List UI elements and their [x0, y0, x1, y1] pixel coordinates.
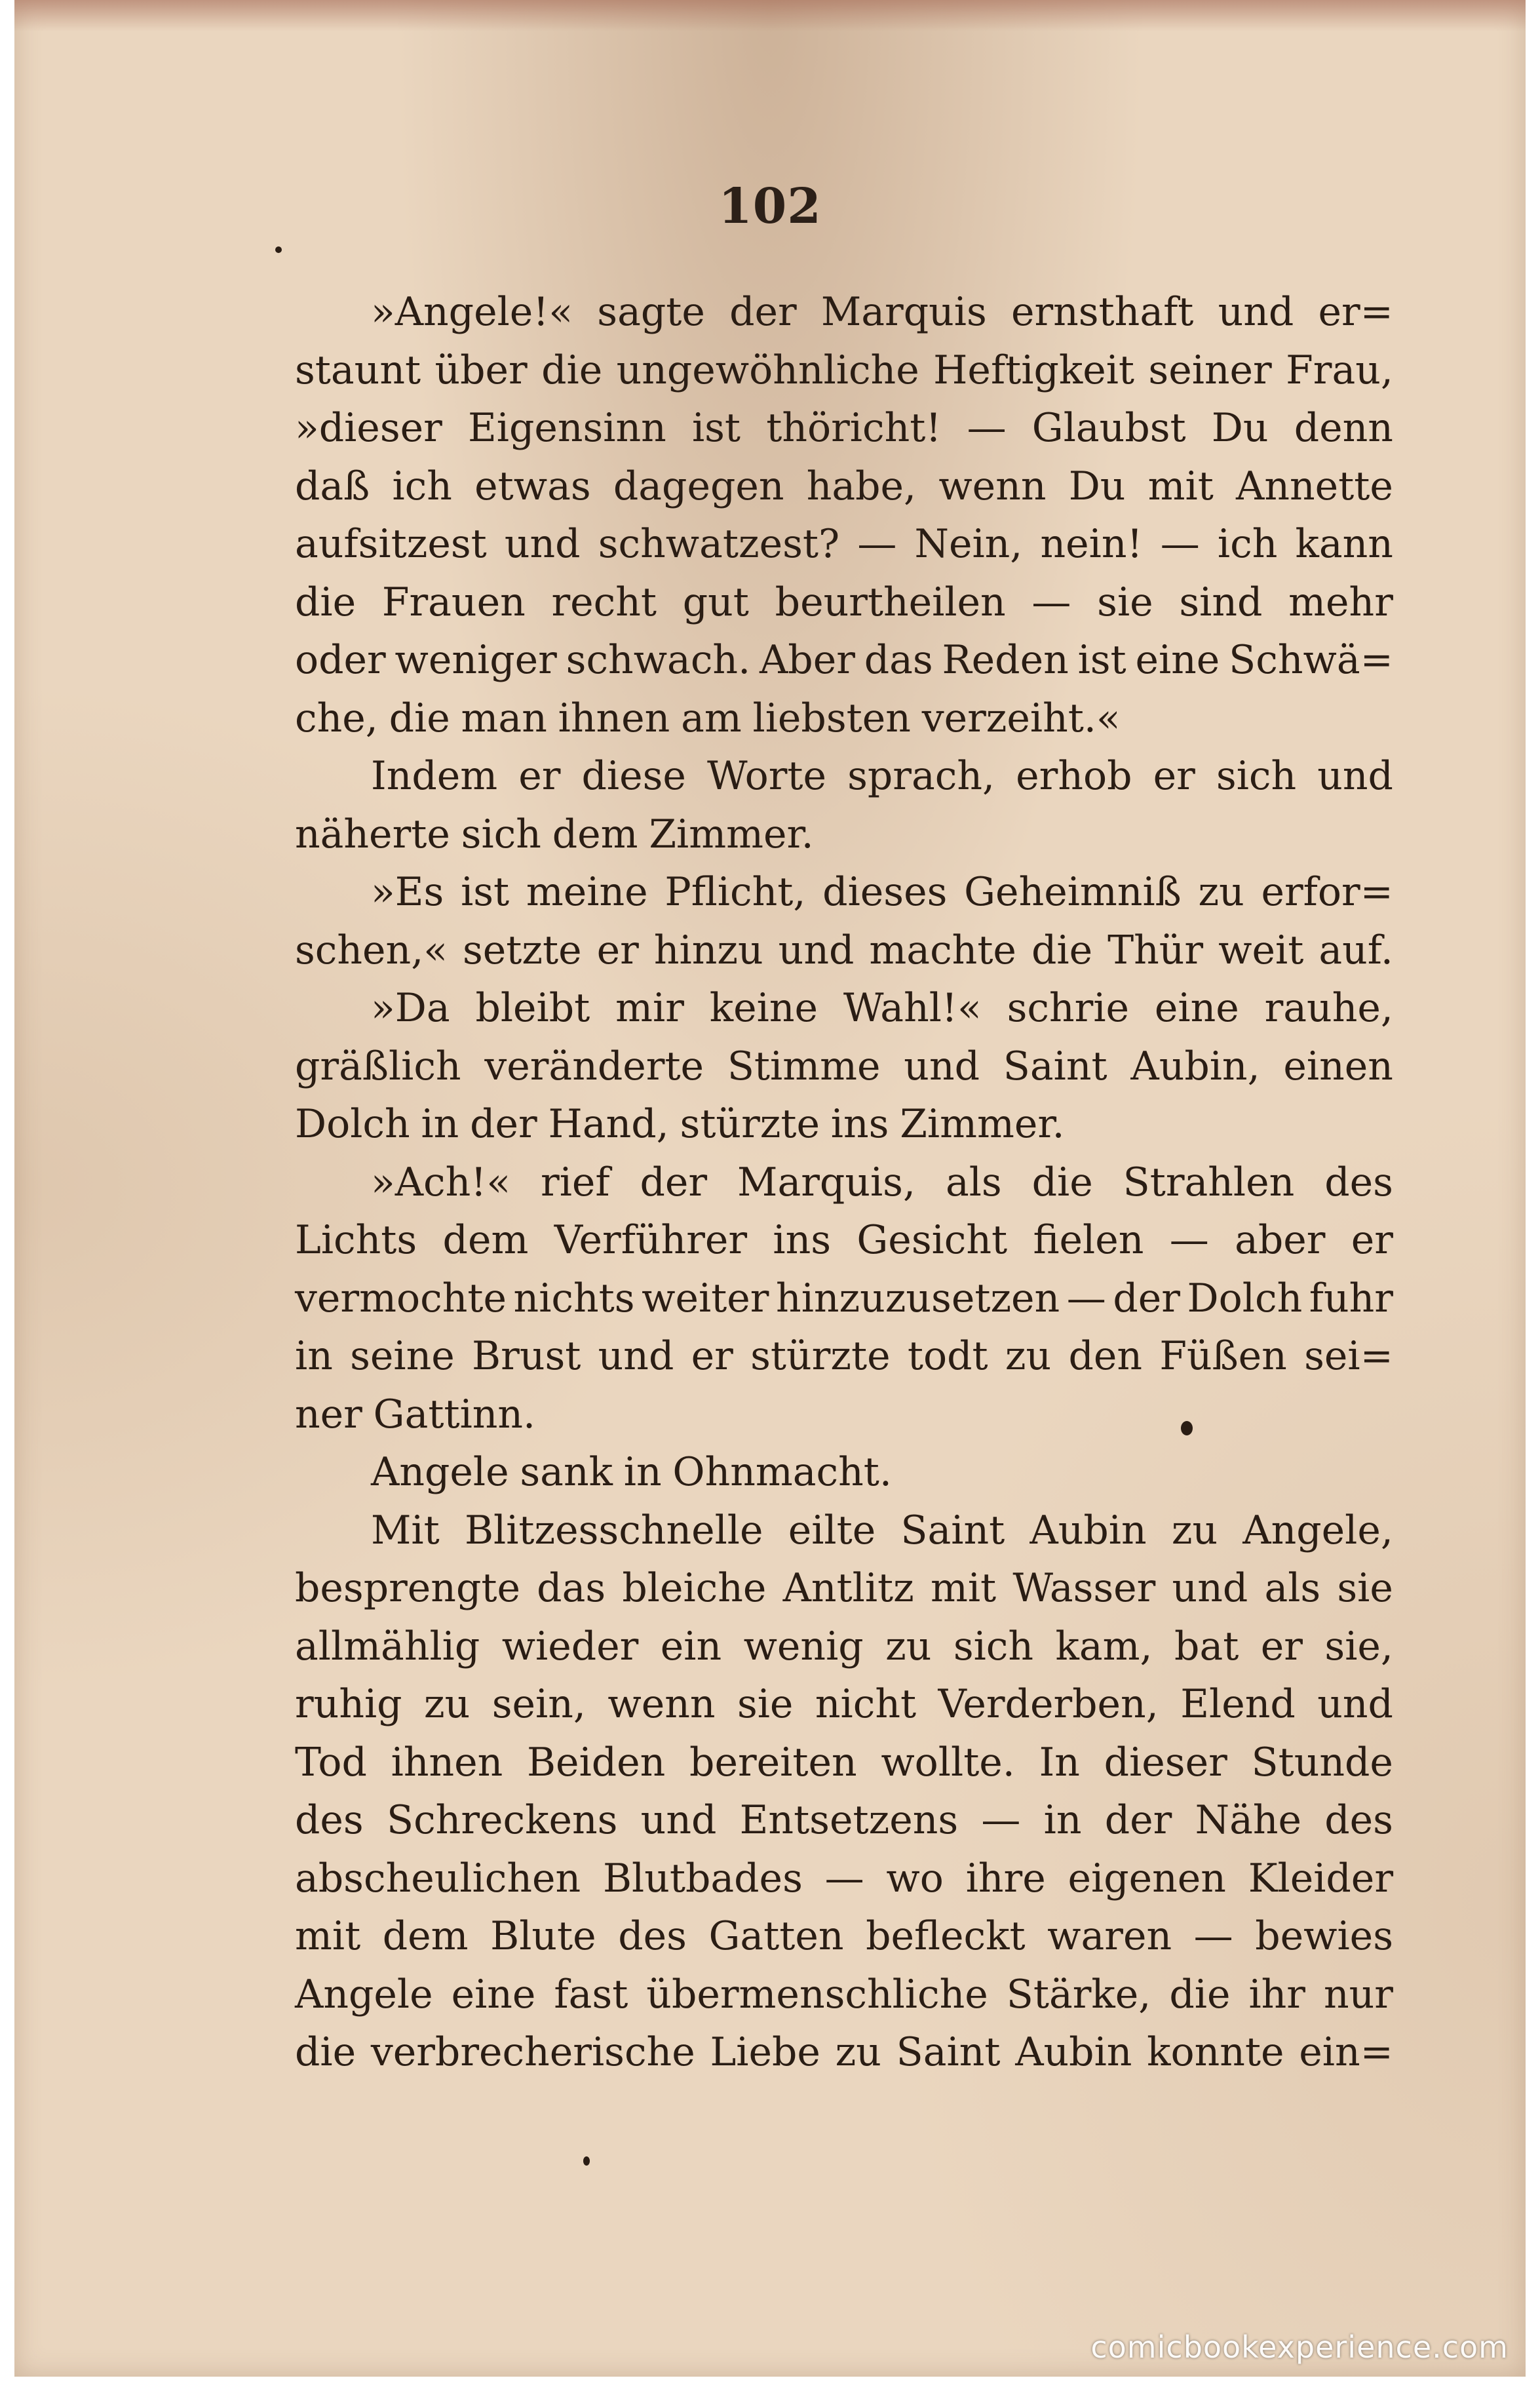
text-line: besprengte das bleiche Antlitz mit Wasser und als sie: [295, 1565, 1393, 1611]
text-line: gräßlich veränderte Stimme und Saint Aubin, einen: [295, 1043, 1393, 1089]
text-line: vermochte nichts weiter hinzuzusetzen — der Dolch fuhr: [295, 1275, 1393, 1321]
ink-speck: [275, 246, 282, 253]
ink-speck: [1181, 1421, 1193, 1435]
text-line: schen,« setzte er hinzu und machte die Thür weit auf.: [295, 927, 1393, 973]
text-line: Angele eine fast übermenschliche Stärke, die ihr nur: [295, 1971, 1393, 2017]
page-top-edge: [14, 0, 1526, 31]
text-line: allmählig wieder ein wenig zu sich kam, bat er sie,: [295, 1623, 1393, 1669]
text-line: die verbrecherische Liebe zu Saint Aubin konnte ein=: [295, 2029, 1393, 2075]
text-line: »Da bleibt mir keine Wahl!« schrie eine rauhe,: [371, 985, 1393, 1031]
text-line: aufsitzest und schwatzest? — Nein, nein! — ich kann: [295, 521, 1393, 567]
text-line: Lichts dem Verführer ins Gesicht fielen — aber er: [295, 1217, 1393, 1263]
text-line: oder weniger schwach. Aber das Reden ist eine Schwä=: [295, 637, 1393, 683]
text-line: Indem er diese Worte sprach, erhob er sich und: [371, 753, 1393, 799]
text-line: Mit Blitzesschnelle eilte Saint Aubin zu Angele,: [371, 1507, 1393, 1553]
text-line: Tod ihnen Beiden bereiten wollte. In dieser Stunde: [295, 1739, 1393, 1785]
text-line: näherte sich dem Zimmer.: [295, 811, 814, 857]
text-line: che, die man ihnen am liebsten verzeiht.«: [295, 695, 1121, 741]
watermark: comicbookexperience.com: [1090, 2329, 1509, 2365]
text-line: ner Gattinn.: [295, 1391, 536, 1437]
text-line: mit dem Blute des Gatten befleckt waren — bewies: [295, 1913, 1393, 1959]
text-line: daß ich etwas dagegen habe, wenn Du mit Annette: [295, 463, 1393, 509]
text-line: »Ach!« rief der Marquis, als die Strahlen des: [371, 1159, 1393, 1205]
text-line: staunt über die ungewöhnliche Heftigkeit seiner Frau,: [295, 347, 1393, 393]
text-line: des Schreckens und Entsetzens — in der Nähe des: [295, 1797, 1393, 1843]
text-line: Angele sank in Ohnmacht.: [371, 1449, 892, 1495]
text-line: abscheulichen Blutbades — wo ihre eigenen Kleider: [295, 1855, 1393, 1901]
book-page: [14, 0, 1526, 2377]
ink-speck: [583, 2156, 590, 2166]
text-line: ruhig zu sein, wenn sie nicht Verderben, Elend und: [295, 1681, 1393, 1727]
text-line: »Es ist meine Pflicht, dieses Geheimniß zu erfor=: [371, 869, 1393, 915]
text-line: die Frauen recht gut beurtheilen — sie sind mehr: [295, 579, 1393, 625]
body-text: [295, 283, 1393, 2082]
text-line: »Angele!« sagte der Marquis ernsthaft und er=: [371, 289, 1393, 335]
text-line: »dieser Eigensinn ist thöricht! — Glaubst Du denn: [295, 405, 1393, 451]
text-line: Dolch in der Hand, stürzte ins Zimmer.: [295, 1101, 1065, 1147]
text-line: in seine Brust und er stürzte todt zu den Füßen sei=: [295, 1333, 1393, 1379]
page-number: 102: [718, 178, 822, 235]
